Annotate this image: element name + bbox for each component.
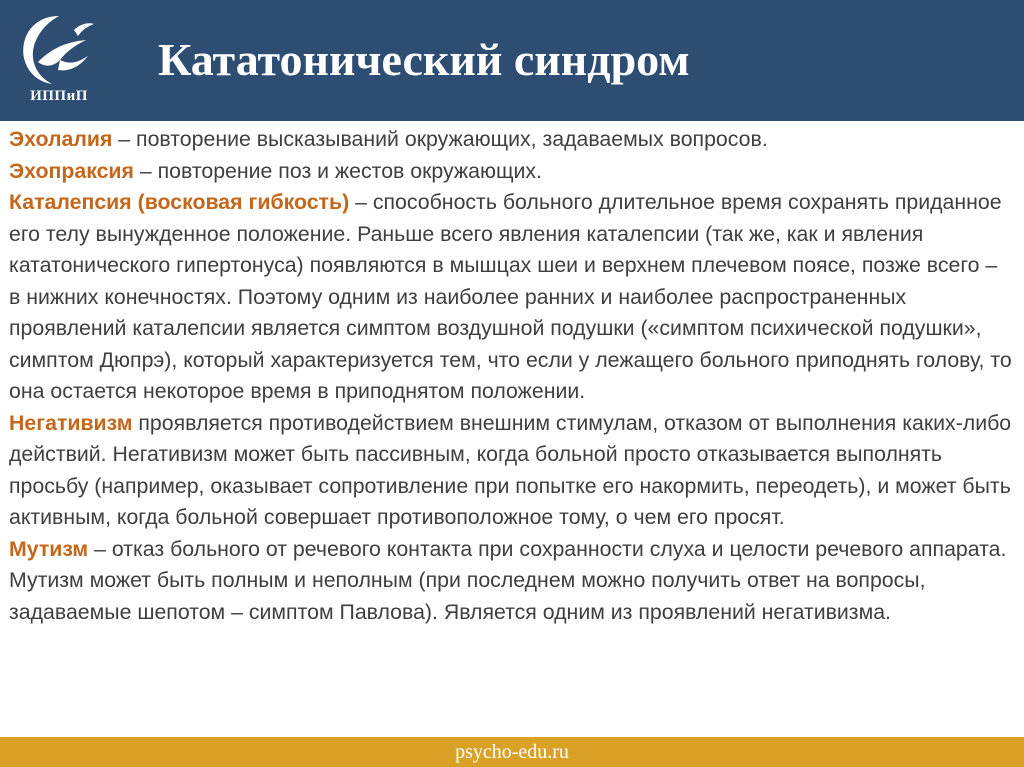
header-bar bbox=[0, 0, 1024, 121]
logo-text: ИППиП bbox=[30, 88, 88, 104]
institute-logo bbox=[14, 10, 104, 110]
definition-catalepsy: – способность больного длительное время сохранять приданное его телу вынужденное положение. Раньше всего явления каталепсии (так же, как и явления кататонического гипертонуса) появляются в мышцах шеи и верхнем плечевом поясе, позже всего – в нижних конечностях. Поэтому одним из наиболее ранних и наиболее распространенных проявлений каталепсии является симптом воздушной подушки («симптом психической подушки», симптом Дюпрэ), который характеризуется тем, что если у лежащего больного приподнять голову, то она остается некоторое время в приподнятом положении. bbox=[9, 190, 1012, 403]
term-echopraxia: Эхопраксия bbox=[9, 158, 134, 183]
definition-echolalia: – повторение высказываний окружающих, задаваемых вопросов. bbox=[112, 127, 768, 151]
paragraph-catalepsy bbox=[9, 187, 1014, 408]
footer-bar bbox=[0, 737, 1024, 767]
term-negativism: Негативизм bbox=[9, 410, 133, 435]
term-mutism: Мутизм bbox=[9, 536, 89, 561]
slide-content bbox=[9, 124, 1014, 628]
paragraph-negativism bbox=[9, 408, 1014, 534]
definition-negativism: проявляется противодействием внешним стимулам, отказом от выполнения каких-либо действий. Негативизм может быть пассивным, когда больной просто отказывается выполнять просьбу (например, оказывает сопротивление при попытке его накормить, переодеть), и может быть активным, когда больной совершает противоположное тому, о чем его просят. bbox=[9, 410, 1012, 529]
footer-site-text: psycho-edu.ru bbox=[455, 741, 569, 763]
paragraph-echolalia bbox=[9, 124, 1014, 156]
term-catalepsy: Каталепсия (восковая гибкость) bbox=[9, 190, 350, 214]
term-echolalia: Эхолалия bbox=[9, 127, 113, 151]
paragraph-mutism bbox=[9, 534, 1014, 629]
paragraph-echopraxia bbox=[9, 156, 1014, 188]
bird-emblem-icon bbox=[14, 10, 104, 90]
definition-mutism: – отказ больного от речевого контакта при сохранности слуха и целости речевого аппарата. Мутизм может быть полным и неполным (при последнем можно получить ответ на вопросы, задаваемые шепотом – симптом Павлова). Является одним из проявлений негативизма. bbox=[9, 536, 1007, 624]
slide-title: Кататонический синдром bbox=[158, 34, 690, 85]
definition-echopraxia: – повторение поз и жестов окружающих. bbox=[133, 158, 542, 183]
